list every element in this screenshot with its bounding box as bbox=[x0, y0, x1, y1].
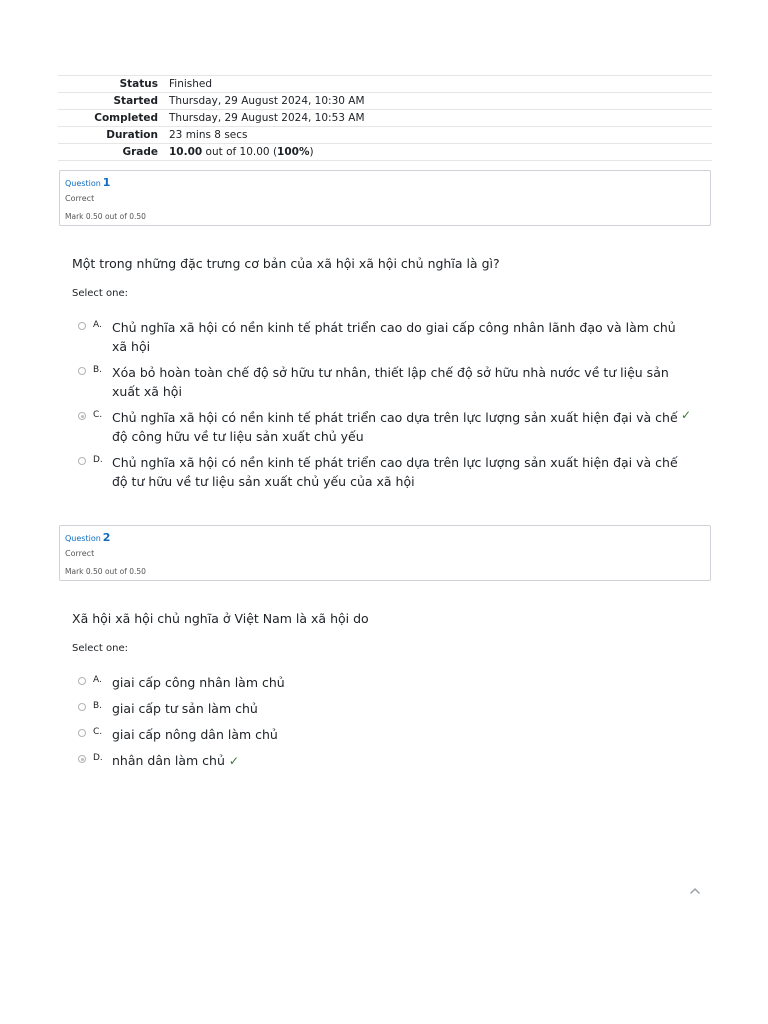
question-1-info-box bbox=[59, 170, 711, 226]
q2-answer-a[interactable] bbox=[78, 675, 328, 697]
question-2-select-one: Select one: bbox=[72, 643, 129, 654]
q2-answer-d-text bbox=[112, 751, 239, 771]
q2-answer-b[interactable] bbox=[78, 701, 328, 723]
q2-letter-b: B. bbox=[93, 701, 103, 711]
summary-row-grade bbox=[58, 144, 712, 161]
chevron-up-icon[interactable] bbox=[688, 884, 702, 898]
question-1-select-one: Select one: bbox=[72, 288, 129, 299]
question-label: Question bbox=[65, 534, 101, 543]
q1-answer-c[interactable] bbox=[78, 410, 698, 450]
check-icon: ✓ bbox=[228, 754, 239, 768]
grade-value bbox=[169, 144, 712, 161]
q2-letter-d: D. bbox=[93, 753, 103, 763]
grade-score: 10.00 bbox=[169, 146, 203, 158]
q1-letter-a: A. bbox=[93, 320, 102, 330]
q1-radio-a[interactable] bbox=[78, 322, 86, 330]
question-2-info-box bbox=[59, 525, 711, 581]
q2-radio-c[interactable] bbox=[78, 729, 86, 737]
q1-answer-d-text: Chủ nghĩa xã hội có nền kinh tế phát triển cao dựa trên lực lượng sản xuất hiện đại và chế độ tư hữu về tư liệu sản xuất chủ yếu của xã hội bbox=[112, 455, 678, 489]
q1-letter-b: B. bbox=[93, 365, 103, 375]
status-label: Status bbox=[58, 76, 169, 93]
grade-label: Grade bbox=[58, 144, 169, 161]
q1-letter-c: C. bbox=[93, 410, 103, 420]
question-2-mark: Mark 0.50 out of 0.50 bbox=[65, 567, 146, 576]
q1-answer-a-text: Chủ nghĩa xã hội có nền kinh tế phát triển cao do giai cấp công nhân lãnh đạo và làm chủ xã hội bbox=[112, 320, 676, 354]
q2-answer-c-text: giai cấp nông dân làm chủ bbox=[112, 727, 278, 742]
q2-answer-d[interactable] bbox=[78, 753, 328, 775]
completed-label: Completed bbox=[58, 110, 169, 127]
q2-radio-d[interactable] bbox=[78, 755, 86, 763]
summary-row-status bbox=[58, 76, 712, 93]
question-2-text: Xã hội xã hội chủ nghĩa ở Việt Nam là xã hội do bbox=[72, 611, 369, 626]
q1-answer-b-text: Xóa bỏ hoàn toàn chế độ sở hữu tư nhân, thiết lập chế độ sở hữu nhà nước về tư liệu sản xuất xã hội bbox=[112, 365, 669, 399]
q2-answer-b-text: giai cấp tư sản làm chủ bbox=[112, 701, 258, 716]
grade-close: ) bbox=[309, 146, 314, 158]
q1-answer-c-text: Chủ nghĩa xã hội có nền kinh tế phát triển cao dựa trên lực lượng sản xuất hiện đại và chế độ công hữu về tư liệu sản xuất chủ yếu bbox=[112, 410, 678, 444]
q1-answer-d[interactable] bbox=[78, 455, 698, 495]
grade-out-of: out of 10.00 ( bbox=[202, 146, 278, 158]
duration-value: 23 mins 8 secs bbox=[169, 127, 712, 144]
question-1-mark: Mark 0.50 out of 0.50 bbox=[65, 212, 146, 221]
q2-letter-c: C. bbox=[93, 727, 103, 737]
question-2-state: Correct bbox=[65, 549, 95, 558]
summary-row-duration bbox=[58, 127, 712, 144]
summary-row-completed bbox=[58, 110, 712, 127]
q1-letter-d: D. bbox=[93, 455, 103, 465]
question-2-number bbox=[65, 531, 110, 544]
q2-radio-a[interactable] bbox=[78, 677, 86, 685]
q1-radio-b[interactable] bbox=[78, 367, 86, 375]
q1-radio-c[interactable] bbox=[78, 412, 86, 420]
duration-label: Duration bbox=[58, 127, 169, 144]
summary-row-started bbox=[58, 93, 712, 110]
started-label: Started bbox=[58, 93, 169, 110]
completed-value: Thursday, 29 August 2024, 10:53 AM bbox=[169, 110, 712, 127]
attempt-summary-table bbox=[58, 75, 712, 161]
q1-answer-a[interactable] bbox=[78, 320, 698, 360]
q2-answer-d-label: nhân dân làm chủ bbox=[112, 753, 225, 768]
q1-radio-d[interactable] bbox=[78, 457, 86, 465]
question-label: Question bbox=[65, 179, 101, 188]
question-number: 2 bbox=[102, 531, 111, 544]
status-value: Finished bbox=[169, 76, 712, 93]
q2-answer-a-text: giai cấp công nhân làm chủ bbox=[112, 675, 285, 690]
started-value: Thursday, 29 August 2024, 10:30 AM bbox=[169, 93, 712, 110]
check-icon: ✓ bbox=[681, 408, 692, 422]
q2-answer-c[interactable] bbox=[78, 727, 328, 749]
q2-letter-a: A. bbox=[93, 675, 102, 685]
question-1-text: Một trong những đặc trưng cơ bản của xã hội xã hội chủ nghĩa là gì? bbox=[72, 256, 500, 271]
grade-percent: 100% bbox=[277, 146, 310, 158]
question-1-state: Correct bbox=[65, 194, 95, 203]
question-number: 1 bbox=[102, 176, 111, 189]
q1-answer-b[interactable] bbox=[78, 365, 698, 405]
question-1-number bbox=[65, 176, 110, 189]
q2-radio-b[interactable] bbox=[78, 703, 86, 711]
